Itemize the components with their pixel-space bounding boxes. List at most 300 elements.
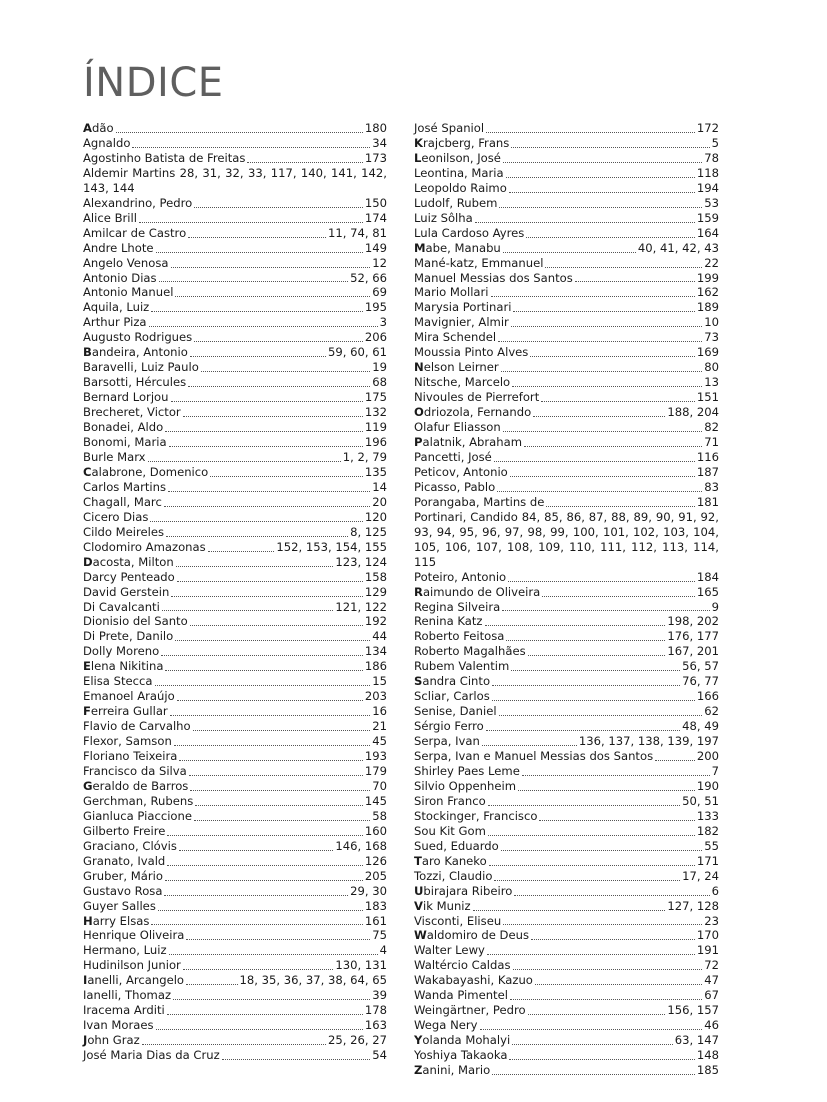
entry-pages: 45: [372, 734, 387, 749]
dot-leader: [149, 325, 378, 327]
index-entry: [414, 390, 719, 405]
index-entry: [83, 839, 387, 854]
entry-name: Raimundo de Oliveira: [414, 584, 541, 599]
dot-leader: [489, 864, 695, 866]
dot-leader: [194, 340, 363, 342]
dot-leader: [503, 923, 702, 925]
entry-pages: 162: [696, 285, 719, 300]
entry-name: José Spaniol: [414, 121, 485, 135]
dot-leader: [168, 490, 370, 492]
index-entry: [414, 585, 719, 600]
entry-pages: 150: [364, 195, 387, 210]
index-column-right: [414, 121, 719, 1078]
dot-leader: [171, 266, 371, 268]
index-entry: [83, 271, 387, 286]
index-entry: [83, 629, 387, 644]
entry-pages: 22: [704, 255, 719, 270]
entry-pages: 167, 201: [667, 644, 719, 659]
entry-name: Iracema Arditi: [83, 1003, 165, 1018]
dot-leader: [169, 445, 363, 447]
index-entry: [83, 211, 387, 226]
index-entry: [414, 809, 719, 824]
entry-pages: 8, 125: [350, 524, 387, 539]
entry-name: Ferreira Gullar: [83, 704, 168, 719]
dot-leader: [488, 834, 695, 836]
entry-name: John Graz: [83, 1033, 140, 1048]
entry-name: Leopoldo Raimo: [414, 180, 507, 195]
entry-pages: 70: [372, 778, 387, 793]
dot-leader: [485, 624, 666, 626]
entry-pages: 184: [696, 569, 719, 584]
entry-name: Mabe, Manabu: [414, 240, 501, 255]
entry-name: Bernard Lorjou: [83, 390, 169, 405]
dot-leader: [528, 1013, 666, 1015]
index-entry: [414, 360, 719, 375]
entry-name: Adão: [83, 121, 114, 135]
dot-leader: [494, 879, 680, 881]
entry-pages: 16: [372, 704, 387, 719]
entry-pages: 146, 168: [335, 838, 387, 853]
entry-name: Marysia Portinari: [414, 300, 512, 315]
dot-leader: [148, 460, 341, 462]
dot-leader: [142, 1043, 326, 1045]
entry-pages: 188, 204: [667, 405, 719, 420]
entry-pages: 54: [372, 1048, 387, 1063]
index-entry: [414, 988, 719, 1003]
index-column-left: [83, 121, 387, 1063]
entry-name: José Maria Dias da Cruz: [83, 1048, 220, 1063]
entry-name: Weingärtner, Pedro: [414, 1003, 526, 1018]
index-entry: [83, 600, 387, 615]
dot-leader: [150, 520, 362, 522]
index-entry: [414, 465, 719, 480]
entry-name: Roberto Magalhães: [414, 644, 526, 659]
entry-pages: 133: [696, 808, 719, 823]
entry-pages: 165: [696, 584, 719, 599]
dot-leader: [164, 894, 348, 896]
dot-leader: [510, 998, 702, 1000]
index-entry: [414, 121, 719, 136]
dot-leader: [208, 550, 275, 552]
index-entry: [414, 271, 719, 286]
index-entry: [83, 614, 387, 629]
index-entry: [83, 540, 387, 555]
entry-name: Geraldo de Barros: [83, 778, 189, 793]
index-entry: [83, 958, 387, 973]
entry-name: Leonilson, José: [414, 150, 501, 165]
dot-leader: [171, 595, 363, 597]
entry-pages: 52, 66: [350, 270, 387, 285]
dot-leader: [503, 161, 702, 163]
entry-name: Nitsche, Marcelo: [414, 375, 511, 390]
entry-name: Mavignier, Almir: [414, 315, 509, 330]
entry-pages: 151: [696, 390, 719, 405]
entry-pages: 178: [364, 1003, 387, 1018]
index-entry: [83, 1018, 387, 1033]
index-entry: [83, 869, 387, 884]
entry-pages: 9: [711, 599, 719, 614]
entry-pages: 127, 128: [667, 898, 719, 913]
index-entry: [414, 1018, 719, 1033]
entry-pages: 25, 26, 27: [328, 1033, 387, 1048]
index-entry: [414, 764, 719, 779]
entry-pages: 6: [711, 883, 719, 898]
entry-name: Antonio Dias: [83, 270, 157, 285]
dot-leader: [488, 804, 680, 806]
entry-name: Ianelli, Arcangelo: [83, 973, 185, 988]
entry-pages: 48, 49: [682, 719, 719, 734]
entry-pages: 55: [704, 838, 719, 853]
index-entry: [414, 884, 719, 899]
entry-pages: 39: [372, 988, 387, 1003]
entry-name: Peticov, Antonio: [414, 464, 508, 479]
dot-leader: [188, 385, 370, 387]
index-entry: [414, 241, 719, 256]
entry-name: Sandra Cinto: [414, 674, 491, 689]
entry-name: Lula Cardoso Ayres: [414, 225, 525, 240]
dot-leader: [165, 879, 363, 881]
dot-leader: [546, 505, 694, 507]
entry-name: Bandeira, Antonio: [83, 345, 188, 360]
dot-leader: [190, 789, 370, 791]
entry-name: Chagall, Marc: [83, 494, 162, 509]
index-entry: [83, 674, 387, 689]
index-entry: [83, 928, 387, 943]
dot-leader: [539, 819, 694, 821]
entry-pages: 164: [696, 225, 719, 240]
entry-name: Poteiro, Antonio: [414, 569, 507, 584]
entry-name: Harry Elsas: [83, 913, 150, 928]
dot-leader: [533, 415, 665, 417]
dot-leader: [169, 953, 378, 955]
index-entry: [414, 704, 719, 719]
dot-leader: [174, 744, 370, 746]
entry-pages: 15: [372, 674, 387, 689]
entry-pages: 71: [704, 435, 719, 450]
entry-name: Porangaba, Martins de: [414, 494, 545, 509]
entry-name: Di Prete, Danilo: [83, 629, 174, 644]
dot-leader: [531, 938, 695, 940]
entry-pages: 145: [364, 793, 387, 808]
index-entry: [83, 420, 387, 435]
index-entry: [414, 839, 719, 854]
dot-leader: [492, 1073, 695, 1075]
index-entry: [83, 151, 387, 166]
entry-name: Shirley Paes Leme: [414, 763, 520, 778]
index-entry: [83, 689, 387, 704]
dot-leader: [506, 176, 695, 178]
index-entry: [414, 600, 719, 615]
dot-leader: [506, 639, 665, 641]
entry-pages: 58: [372, 808, 387, 823]
dot-leader: [193, 729, 371, 731]
entry-name: Alexandrino, Pedro: [83, 195, 193, 210]
index-entry: [83, 241, 387, 256]
entry-name: Waltércio Caldas: [414, 958, 511, 973]
entry-name: Alice Brill: [83, 210, 137, 225]
entry-name: Elena Nikitina: [83, 659, 164, 674]
entry-name: Serpa, Ivan e Manuel Messias dos Santos: [414, 749, 654, 764]
entry-pages: 67: [704, 988, 719, 1003]
entry-pages: 126: [364, 853, 387, 868]
index-entry: [83, 1033, 387, 1048]
dot-leader: [176, 565, 334, 567]
entry-name: Vik Muniz: [414, 898, 471, 913]
entry-pages: 180: [364, 121, 387, 135]
index-entry: [414, 629, 719, 644]
dot-leader: [486, 729, 680, 731]
dot-leader: [499, 206, 702, 208]
dot-leader: [156, 1028, 363, 1030]
entry-name: Mané-katz, Emmanuel: [414, 255, 544, 270]
entry-name: Manuel Messias dos Santos: [414, 270, 573, 285]
entry-pages: 187: [696, 464, 719, 479]
entry-pages: 5: [711, 135, 719, 150]
entry-name: Sou Kit Gom: [414, 823, 486, 838]
dot-leader: [189, 774, 363, 776]
index-entry: [414, 285, 719, 300]
index-entry: [414, 958, 719, 973]
entry-name: Flexor, Samson: [83, 734, 172, 749]
entry-pages: 161: [364, 913, 387, 928]
dot-leader: [541, 400, 695, 402]
entry-name: Aquila, Luiz: [83, 300, 150, 315]
entry-name: Ivan Moraes: [83, 1018, 154, 1033]
entry-pages: 205: [364, 868, 387, 883]
entry-pages: 174: [364, 210, 387, 225]
entry-name: Brecheret, Victor: [83, 405, 181, 420]
index-entry: [414, 1063, 719, 1078]
entry-name: Nivoules de Pierrefort: [414, 390, 540, 405]
entry-pages: 20: [372, 494, 387, 509]
entry-name: Picasso, Pablo: [414, 479, 496, 494]
entry-pages: 73: [704, 330, 719, 345]
dot-leader: [161, 654, 363, 656]
index-entry: [414, 869, 719, 884]
entry-name: Angelo Venosa: [83, 255, 169, 270]
entry-name: Krajcberg, Frans: [414, 135, 510, 150]
dot-leader: [183, 415, 363, 417]
entry-name: Yolanda Mohalyi: [414, 1033, 511, 1048]
dot-leader: [530, 355, 695, 357]
index-entry: [83, 824, 387, 839]
index-entry: [83, 809, 387, 824]
dot-leader: [491, 295, 695, 297]
entry-pages: 59, 60, 61: [328, 345, 387, 360]
entry-name: Wakabayashi, Kazuo: [414, 973, 533, 988]
index-entry: [83, 435, 387, 450]
entry-pages: 194: [696, 180, 719, 195]
entry-pages: 136, 137, 138, 139, 197: [578, 734, 719, 749]
entry-pages: 7: [711, 763, 719, 778]
index-entry: [83, 719, 387, 734]
entry-pages: 121, 122: [335, 599, 387, 614]
dot-leader: [545, 266, 702, 268]
index-entry: [83, 794, 387, 809]
dot-leader: [499, 714, 703, 716]
index-entry: [414, 345, 719, 360]
dot-leader: [473, 909, 666, 911]
index-entry: [414, 480, 719, 495]
entry-name: Bonomi, Maria: [83, 435, 167, 450]
entry-pages: 118: [696, 165, 719, 180]
index-entry: [83, 256, 387, 271]
dot-leader: [159, 280, 349, 282]
entry-name: Agostinho Batista de Freitas: [83, 150, 246, 165]
entry-name: Gustavo Rosa: [83, 883, 163, 898]
entry-pages: 40, 41, 42, 43: [637, 240, 719, 255]
entry-pages: 170: [696, 928, 719, 943]
entry-pages: 196: [364, 435, 387, 450]
entry-name: Dionisio del Santo: [83, 614, 188, 629]
index-entry: [83, 300, 387, 315]
entry-name: Antonio Manuel: [83, 285, 174, 300]
entry-name: Calabrone, Domenico: [83, 464, 209, 479]
entry-pages: 160: [364, 823, 387, 838]
entry-name: Agnaldo: [83, 135, 131, 150]
entry-name: Wega Nery: [414, 1018, 478, 1033]
entry-pages: 44: [372, 629, 387, 644]
index-entry: [414, 644, 719, 659]
entry-name: Leontina, Maria: [414, 165, 504, 180]
entry-name: Ianelli, Thomaz: [83, 988, 172, 1003]
index-entry: [83, 226, 387, 241]
dot-leader: [492, 699, 695, 701]
index-entry: [414, 450, 719, 465]
entry-pages: 47: [704, 973, 719, 988]
index-entry: [414, 330, 719, 345]
dot-leader: [492, 684, 680, 686]
dot-leader: [222, 1058, 371, 1060]
entry-name: Renina Katz: [414, 614, 483, 629]
index-entry: [414, 211, 719, 226]
dot-leader: [512, 385, 702, 387]
entry-pages: 68: [372, 375, 387, 390]
index-entry: [414, 256, 719, 271]
index-entry: [83, 166, 387, 196]
dot-leader: [175, 295, 370, 297]
index-entry: [414, 136, 719, 151]
dot-leader: [502, 609, 709, 611]
entry-name: Stockinger, Francisco: [414, 808, 538, 823]
index-entry: [83, 914, 387, 929]
entry-name: Dacosta, Milton: [83, 554, 174, 569]
entry-name: Andre Lhote: [83, 240, 154, 255]
dot-leader: [195, 804, 363, 806]
index-entry: [414, 420, 719, 435]
dot-leader: [511, 146, 709, 148]
index-entry: [414, 166, 719, 181]
entry-pages: 18, 35, 36, 37, 38, 64, 65: [239, 973, 387, 988]
index-entry: [83, 480, 387, 495]
dot-leader: [116, 131, 363, 133]
entry-name: Sérgio Ferro: [414, 719, 484, 734]
entry-name: Graciano, Clóvis: [83, 838, 177, 853]
dot-leader: [165, 430, 363, 432]
index-entry: [83, 644, 387, 659]
entry-pages: 80: [704, 360, 719, 375]
entry-name: Burle Marx: [83, 449, 146, 464]
entry-pages: 190: [696, 778, 719, 793]
entry-name: Odriozola, Fernando: [414, 405, 532, 420]
entry-pages: 203: [364, 689, 387, 704]
dot-leader: [511, 669, 680, 671]
index-entry: [83, 525, 387, 540]
entry-pages: 169: [696, 345, 719, 360]
dot-leader: [194, 819, 370, 821]
entry-pages: 185: [696, 1063, 719, 1078]
dot-leader: [518, 789, 695, 791]
index-entry: [414, 226, 719, 241]
entry-pages: 192: [364, 614, 387, 629]
entry-name: Yoshiya Takaoka: [414, 1048, 508, 1063]
entry-name: Arthur Piza: [83, 315, 147, 330]
entry-name: Moussia Pinto Alves: [414, 345, 529, 360]
dot-leader: [158, 909, 363, 911]
entry-pages: 46: [704, 1018, 719, 1033]
dot-leader: [501, 370, 703, 372]
index-entry: [83, 360, 387, 375]
entry-pages: 175: [364, 390, 387, 405]
entry-name: Aldemir Martins: [83, 165, 176, 180]
entry-name: Scliar, Carlos: [414, 689, 490, 704]
page-title: ÍNDICE: [83, 60, 224, 106]
entry-pages: 135: [364, 464, 387, 479]
index-entry: [414, 689, 719, 704]
dot-leader: [173, 998, 370, 1000]
index-entry: [414, 973, 719, 988]
dot-leader: [167, 834, 363, 836]
dot-leader: [194, 206, 363, 208]
index-entry: [83, 330, 387, 345]
entry-name: Gilberto Freire: [83, 823, 166, 838]
dot-leader: [508, 580, 695, 582]
entry-pages: 21: [372, 719, 387, 734]
index-entry: [83, 121, 387, 136]
entry-name: Floriano Teixeira: [83, 749, 178, 764]
index-entry: [83, 285, 387, 300]
index-entry: [414, 749, 719, 764]
dot-leader: [498, 340, 702, 342]
entry-pages: 195: [364, 300, 387, 315]
entry-pages: 149: [364, 240, 387, 255]
dot-leader: [480, 1028, 703, 1030]
entry-pages: 193: [364, 749, 387, 764]
entry-name: Zanini, Mario: [414, 1063, 491, 1078]
dot-leader: [482, 744, 577, 746]
dot-leader: [179, 849, 333, 851]
entry-name: Flavio de Carvalho: [83, 719, 191, 734]
entry-pages: 199: [696, 270, 719, 285]
dot-leader: [542, 595, 695, 597]
entry-pages: 3: [379, 315, 387, 330]
dot-leader: [175, 639, 370, 641]
entry-name: Hudinilson Junior: [83, 958, 181, 973]
entry-name: Gruber, Mário: [83, 868, 163, 883]
entry-pages: 134: [364, 644, 387, 659]
dot-leader: [177, 580, 363, 582]
dot-leader: [190, 624, 363, 626]
entry-pages: 129: [364, 584, 387, 599]
entry-name: Elisa Stecca: [83, 674, 153, 689]
dot-leader: [201, 370, 370, 372]
entry-pages: 34: [372, 135, 387, 150]
entry-name: Amilcar de Castro: [83, 225, 187, 240]
entry-pages: 181: [696, 494, 719, 509]
entry-name: Silvio Oppenheim: [414, 778, 516, 793]
entry-name: Palatnik, Abraham: [414, 435, 523, 450]
entry-pages: 183: [364, 898, 387, 913]
